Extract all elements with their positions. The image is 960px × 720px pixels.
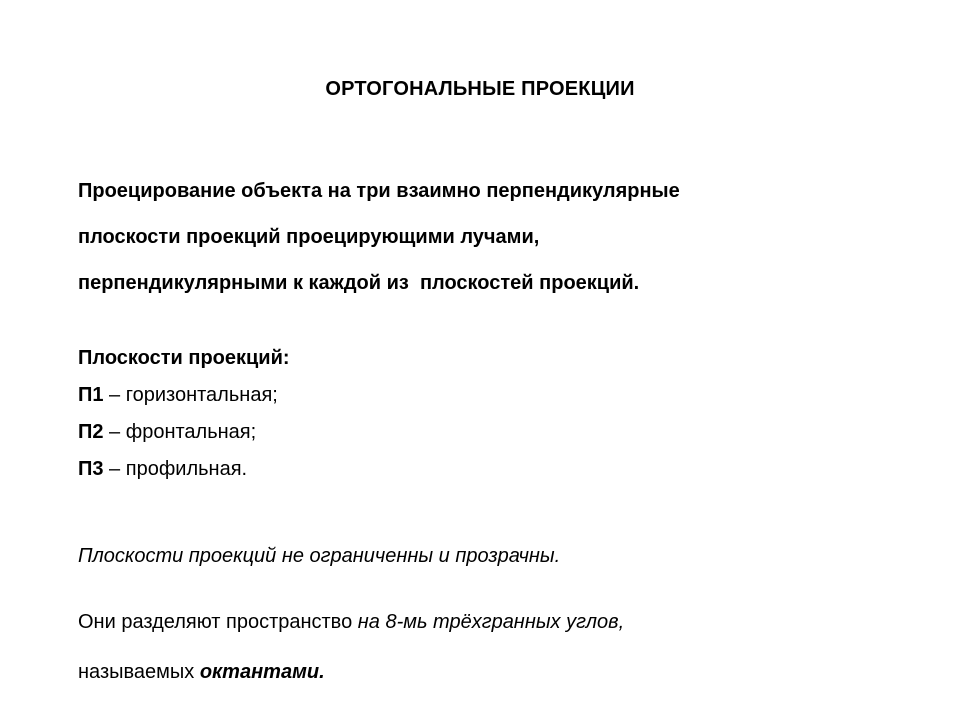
plane-description: – горизонтальная; [103, 384, 278, 406]
definition-line-2: плоскости проекций проецирующими лучами, [78, 226, 540, 248]
planes-list [78, 340, 878, 488]
plane-description: – профильная. [103, 458, 248, 480]
octants-paragraph [78, 597, 918, 697]
plane-item-p3 [78, 451, 878, 488]
plane-item-p1 [78, 377, 878, 414]
paragraph-line-1-plain: Они разделяют пространство [78, 611, 358, 633]
planes-heading: Плоскости проекций: [78, 347, 290, 369]
definition-line-3: перпендикулярными к каждой из плоскостей проекций. [78, 272, 640, 294]
paragraph-line-1-italic: на 8-мь трёхгранных углов, [357, 611, 625, 633]
definition-line-1: Проецирование объекта на три взаимно перпендикулярные [78, 180, 680, 202]
paragraph-line-2 [78, 647, 918, 697]
plane-code: П2 [78, 421, 104, 443]
plane-code: П3 [78, 458, 104, 480]
paragraph-line-1 [78, 597, 918, 647]
definition-text [78, 168, 898, 306]
paragraph-line-2-plain: называемых [78, 661, 200, 683]
slide-title: ОРТОГОНАЛЬНЫЕ ПРОЕКЦИИ [325, 78, 635, 100]
plane-item-p2 [78, 414, 878, 451]
plane-code: П1 [78, 384, 104, 406]
plane-description: – фронтальная; [103, 421, 257, 443]
planes-note: Плоскости проекций не ограниченны и прозрачны. [78, 545, 561, 567]
octants-term: октантами. [199, 661, 325, 683]
